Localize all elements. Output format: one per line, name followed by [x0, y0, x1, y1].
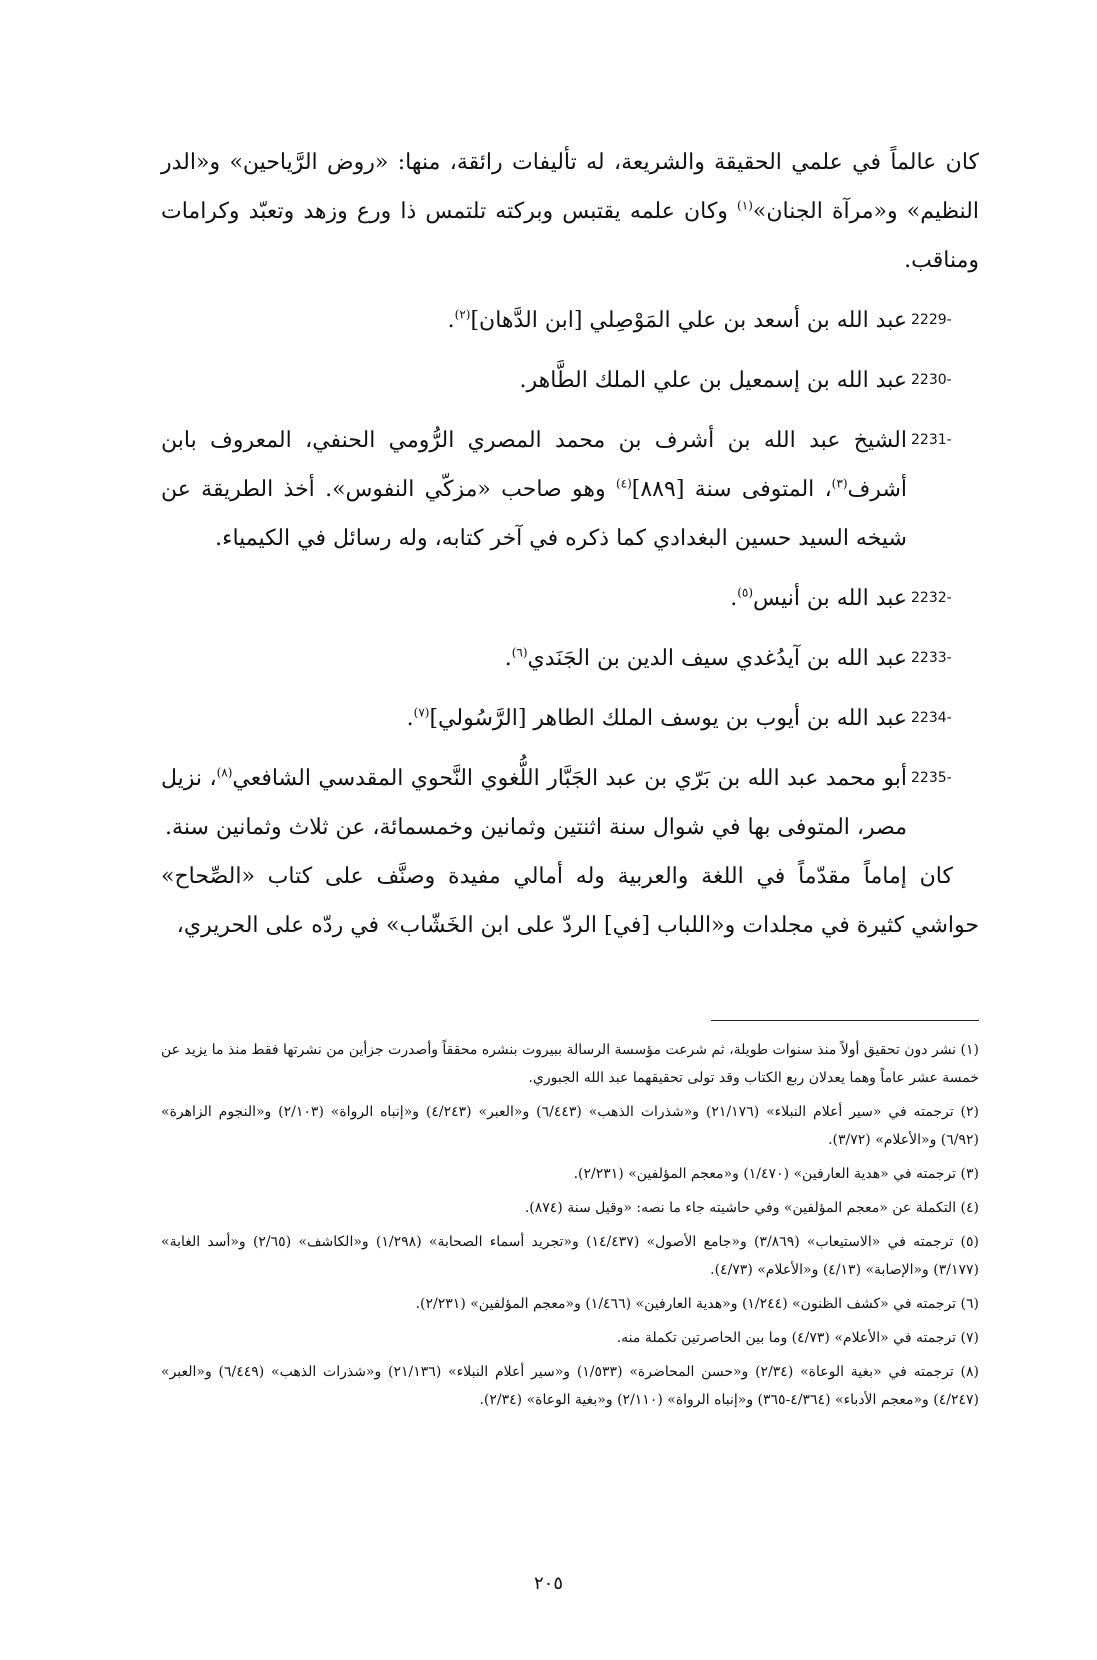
footnote-ref: (٥): [737, 585, 754, 600]
entry-number: 2229-: [911, 312, 952, 328]
entry-text: عبد الله بن أنيس: [753, 586, 907, 611]
footnote-7: (٧) ترجمته في «الأعلام» (٤/٧٣) وما بين الحاصرتين تكملة منه.: [616, 1330, 979, 1346]
entry-text-after: .: [406, 706, 414, 731]
footnote-ref: (٦): [511, 645, 528, 660]
footnote-ref: (٣): [831, 476, 848, 491]
footnote-5: (٥) ترجمته في «الاستيعاب» (٣/٨٦٩) و«جامع الأصول» (١٤/٤٣٧) و«تجريد أسماء الصحابة» (١/٢٩٨) و«الكاشف» (٢/٦٥) و«أسد الغابة» (٣/١٧٧) و«الإصابة» (٤/١٣) و«الأعلام» (٤/٧٣).: [161, 1234, 979, 1278]
footnote-1: (١) نشر دون تحقيق أولاً منذ سنوات طويلة، ثم شرعت مؤسسة الرسالة ببيروت بنشره محققاً وأصدرت جزأين من نشرتها فقط منذ ما يزيد عن خمسة عشر عاماً وهما يعدلان ربع الكتاب وقد تولى تحقيقهما عبد الله الجبوري.: [161, 1042, 979, 1086]
continuation-paragraph: [161, 138, 979, 285]
main-text: [161, 138, 979, 950]
entry-text-after: .: [447, 308, 455, 333]
footnote-6: (٦) ترجمته في «كشف الظنون» (١/٢٤٤) و«هدية العارفين» (١/٤٦٦) و«معجم المؤلفين» (٢/٢٣١).: [415, 1296, 979, 1312]
entry-text-after: ، المتوفى سنة [٨٨٩]: [631, 477, 832, 502]
footnote-2: (٢) ترجمته في «سير أعلام النبلاء» (٢١/١٧٦) و«شذرات الذهب» (٦/٤٤٣) و«العبر» (٤/٢٤٣) و«إنباه الرواة» (٢/١٠٣) و«النجوم الزاهرة» (٦/٩٢) و«الأعلام» (٣/٧٢).: [161, 1104, 979, 1148]
footnote-8: (٨) ترجمته في «بغية الوعاة» (٢/٣٤) و«حسن المحاضرة» (١/٥٣٣) و«سير أعلام النبلاء» (٢١/١٣٦) و«شذرات الذهب» (٦/٤٤٩) و«العبر» (٤/٢٤٧) و«معجم الأدباء» (٤/٣٦٤-٣٦٥) و«إنباه الرواة» (٢/١١٠) و«بغية الوعاة» (٢/٣٤).: [161, 1364, 979, 1408]
entry-2232: [161, 574, 979, 623]
entry-2235: [161, 754, 979, 852]
footnote-4: (٤) التكملة عن «معجم المؤلفين» وفي حاشيته جاء ما نصه: «وقيل سنة (٨٧٤).: [524, 1200, 979, 1216]
entry-number: 2232-: [911, 590, 952, 606]
entry-number: 2230-: [911, 372, 952, 388]
entry-text: عبد الله بن إسمعيل بن علي الملك الطَّاهر.: [519, 368, 907, 393]
continuation-text-after: وكان علمه يقتبس وبركته تلتمس ذا ورع وزهد وتعبّد وكرامات ومناقب.: [161, 199, 979, 273]
page-number: ٢٠٥: [533, 1573, 563, 1594]
entry-text-after: .: [504, 646, 512, 671]
entry-text-after: ، نزيل مصر، المتوفى بها في شوال سنة اثنتين وثمانين وخمسمائة، عن ثلاث وثمانين سنة.: [161, 766, 907, 840]
entry-text: عبد الله بن أيوب بن يوسف الملك الطاهر [الرَّسُولي]: [429, 706, 907, 731]
footnotes: [161, 1036, 979, 1420]
entry-2233: [161, 634, 979, 683]
entry-text: أبو محمد عبد الله بن بَرّي بن عبد الجَبَّار اللُّغوي النَّحوي المقدسي الشافعي: [232, 766, 908, 791]
entry-2234: [161, 694, 979, 743]
entry-text: الشيخ عبد الله بن أشرف بن محمد المصري الرُّومي الحنفي، المعروف بابن أشرف: [161, 428, 907, 502]
footnote-ref: (٢): [454, 307, 471, 322]
entry-2231: [161, 416, 979, 563]
entry-2230: [161, 356, 979, 405]
entry-text: عبد الله بن آيدُغدي سيف الدين بن الجَنَدي: [527, 646, 907, 671]
footnote-ref: (٤): [615, 476, 632, 491]
footnote-separator: [711, 1020, 979, 1021]
entry-text-after: وهو صاحب «مزكّي النفوس». أخذ الطريقة عن شيخه السيد حسين البغدادي كما ذكره في آخر كتابه، وله رسائل في الكيمياء.: [161, 477, 907, 551]
entry-number: 2235-: [911, 770, 952, 786]
footnote-ref: (٨): [216, 765, 233, 780]
entry-2235-body: كان إماماً مقدّماً في اللغة والعربية وله أمالي مفيدة وصنَّف على كتاب «الصِّحاح» حواشي كثيرة في مجلدات و«اللباب [في] الردّ على ابن الخَشّاب» في ردّه على الحريري،: [161, 864, 979, 938]
entry-number: 2233-: [911, 650, 952, 666]
footnote-3: (٣) ترجمته في «هدية العارفين» (١/٤٧٠) و«معجم المؤلفين» (٢/٢٣١).: [573, 1166, 979, 1182]
footnote-ref: (١): [737, 198, 753, 213]
entry-text-after: .: [730, 586, 738, 611]
entry-number: 2231-: [911, 432, 952, 448]
entry-number: 2234-: [911, 710, 952, 726]
entry-2229: [161, 296, 979, 345]
entry-text: عبد الله بن أسعد بن علي المَوْصِلي [ابن الدَّهان]: [470, 308, 907, 333]
footnote-ref: (٧): [413, 705, 430, 720]
continuation-text: كان عالماً في علمي الحقيقة والشريعة، له تأليفات رائقة، منها: «روض الرَّياحين» و«الدر النظيم» و«مرآة الجنان»: [161, 150, 979, 224]
